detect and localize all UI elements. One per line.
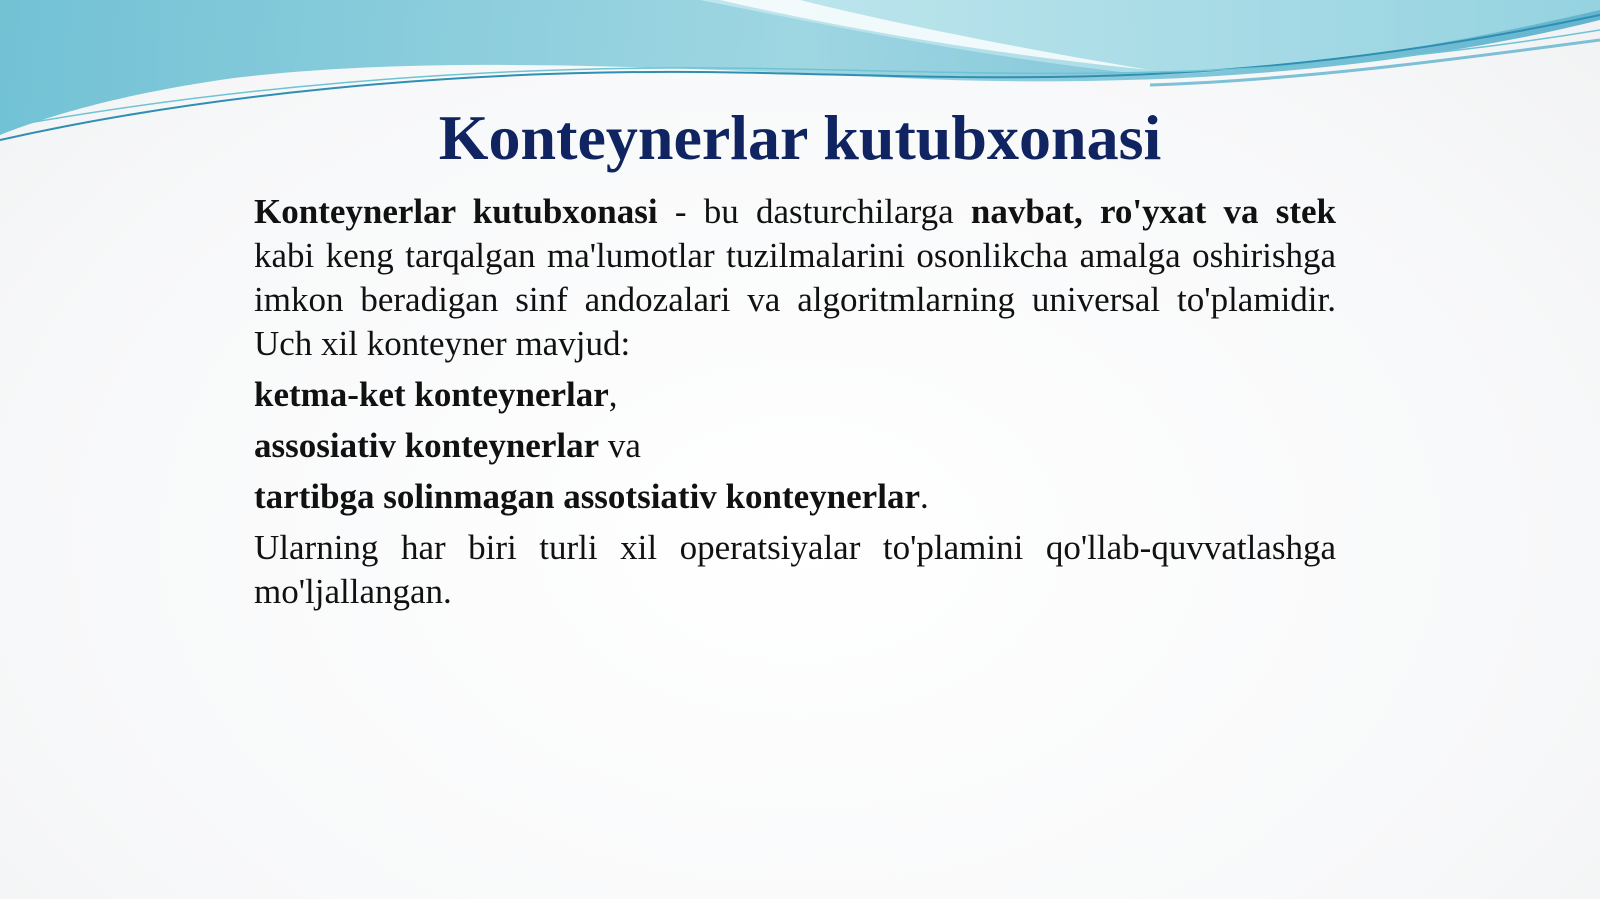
intro-paragraph — [254, 190, 1336, 366]
container-type-suffix: va — [599, 426, 641, 465]
intro-emphasis: navbat, ro'yxat va stek — [970, 192, 1337, 231]
container-type-term: assosiativ konteynerlar — [254, 426, 600, 465]
container-type-item — [254, 475, 1336, 519]
intro-term: Konteynerlar kutubxonasi — [254, 192, 658, 231]
container-type-term: tartibga solinmagan assotsiativ konteynerlar — [254, 477, 920, 516]
container-type-suffix: , — [608, 375, 618, 414]
intro-text-1: - bu dasturchilarga — [657, 192, 971, 231]
container-type-suffix: . — [919, 477, 929, 516]
slide-title: Konteynerlar kutubxonasi — [438, 102, 1162, 173]
container-type-item — [254, 424, 1336, 468]
slide-body — [254, 190, 1336, 614]
closing-paragraph: Ularning har biri turli xil operatsiyalar to'plamini qo'llab-quvvatlashga mo'ljallangan. — [254, 528, 1336, 611]
container-type-item — [254, 373, 1336, 417]
container-type-term: ketma-ket konteynerlar — [254, 375, 609, 414]
intro-text-2: kabi keng tarqalgan ma'lumotlar tuzilmalarini osonlikcha amalga oshirishga imkon beradigan sinf andozalari va algoritmlarning universal to'plamidir. Uch xil konteyner mavjud: — [254, 236, 1336, 363]
